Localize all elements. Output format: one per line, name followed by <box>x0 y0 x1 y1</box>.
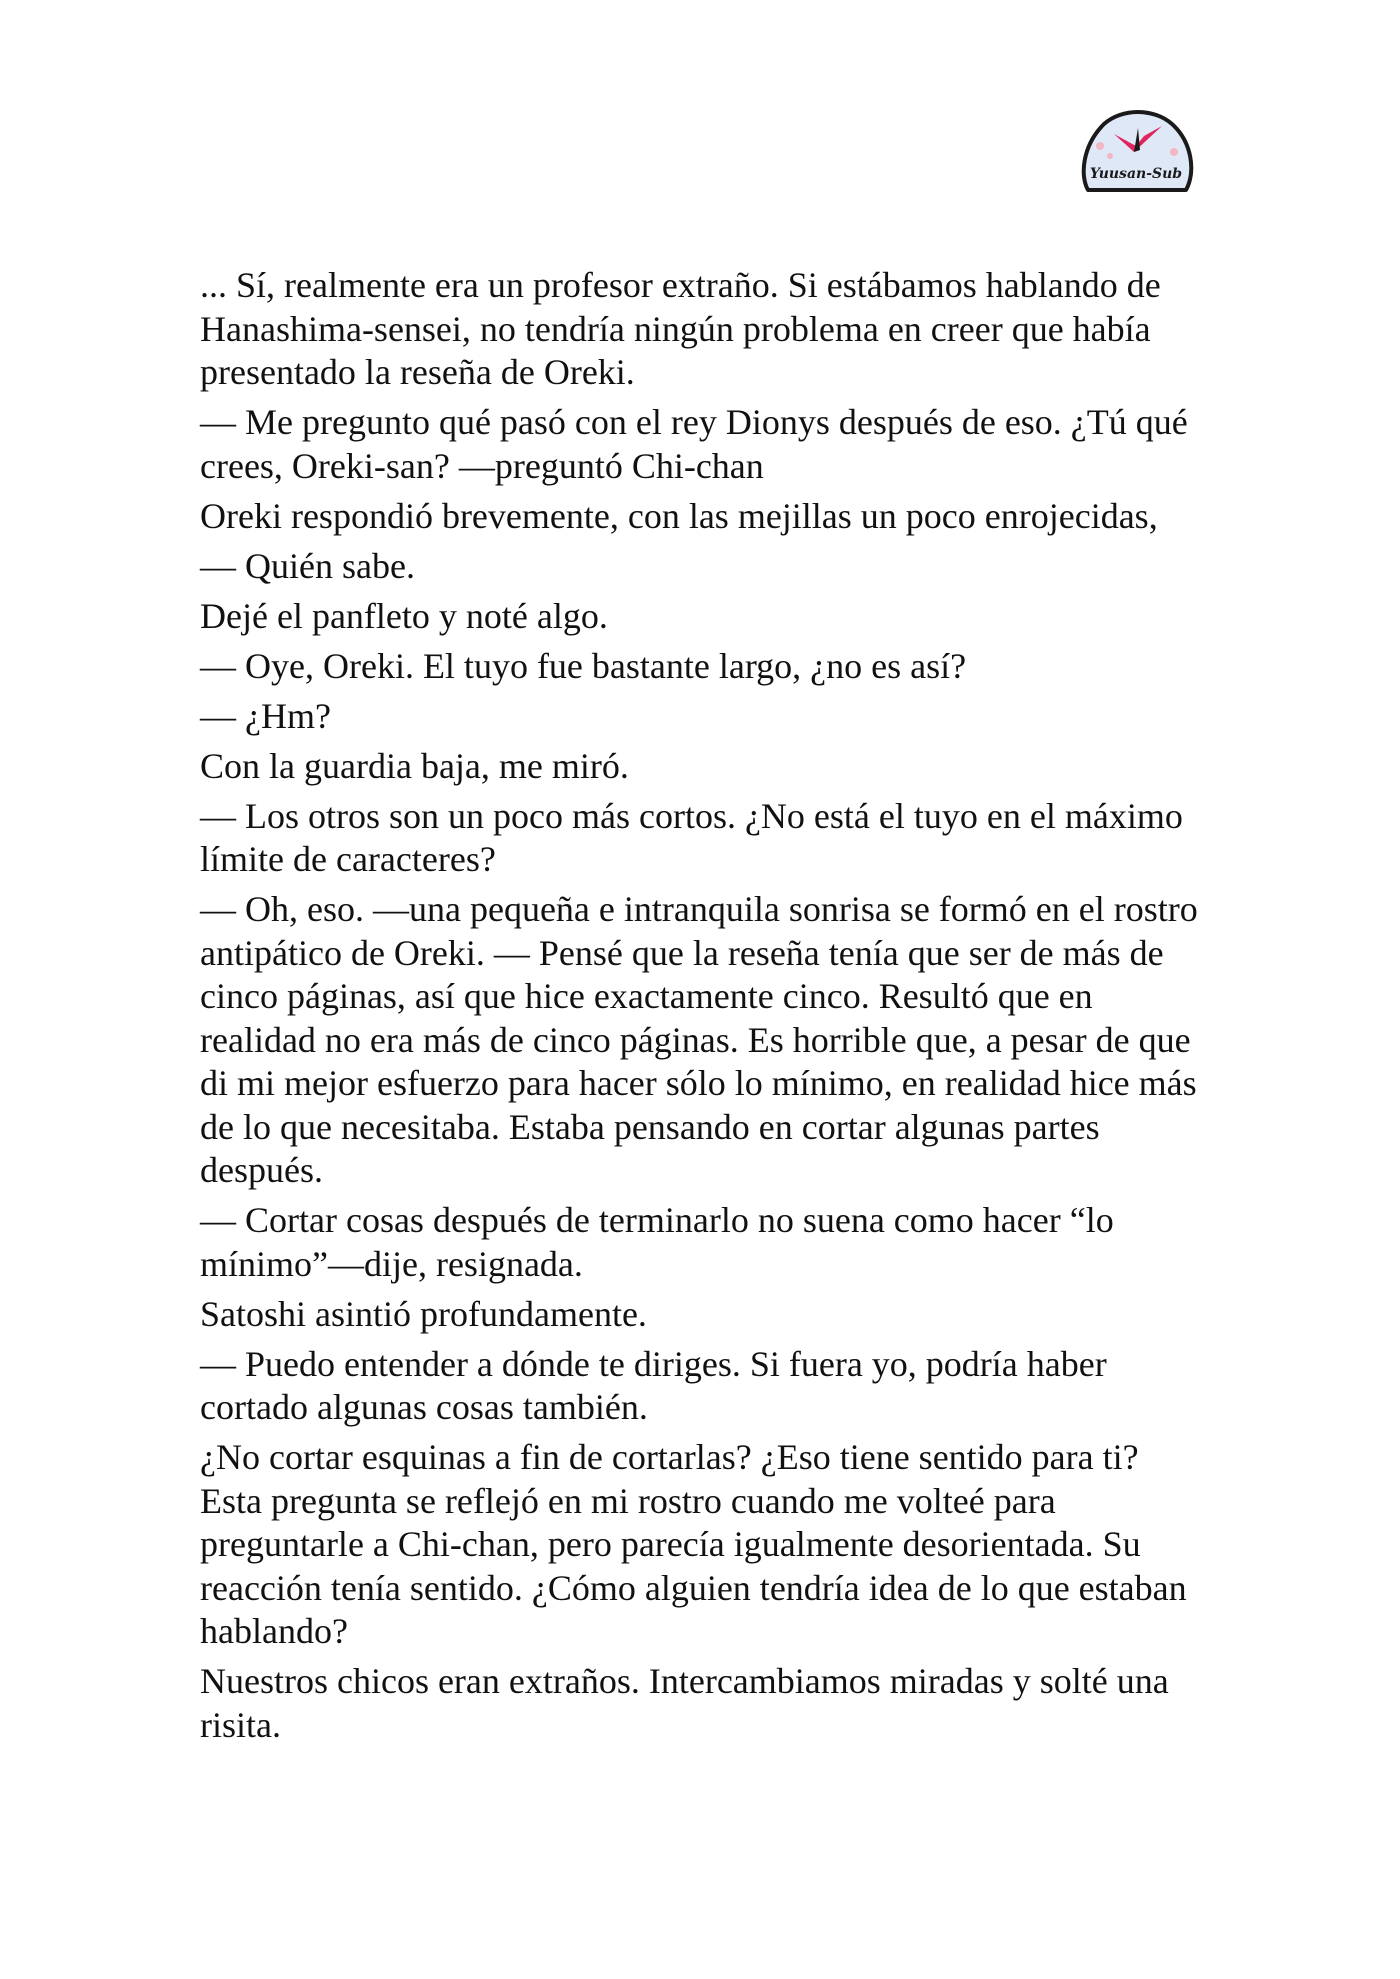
paragraph: — ¿Hm? <box>200 695 331 736</box>
paragraph: — Oh, eso. —una pequeña e intranquila sonrisa se formó en el rostro antipático de Oreki. — Pensé que la reseña tenía que ser de más de cinco páginas, así que hice exactamente cinco. Resultó que en realidad no era más de cinco páginas. Es horrible que, a pesar de que di mi mejor esfuerzo para hacer sólo lo mínimo, en realidad hice más de lo que necesitaba. Estaba pensando en cortar algunas partes después. <box>200 889 1198 1190</box>
paragraph: — Me pregunto qué pasó con el rey Dionys después de eso. ¿Tú qué crees, Oreki-san? —preguntó Chi-chan <box>200 402 1188 486</box>
paragraph: Oreki respondió brevemente, con las mejillas un poco enrojecidas, <box>200 495 1158 536</box>
blossom-icon <box>1107 153 1113 159</box>
paragraph: — Quién sabe. <box>200 545 415 586</box>
paragraph: ... Sí, realmente era un profesor extraño. Si estábamos hablando de Hanashima-sensei, no tendría ningún problema en creer que había presentado la reseña de Oreki. <box>200 265 1161 392</box>
paragraph: ¿No cortar esquinas a fin de cortarlas? ¿Eso tiene sentido para ti? Esta pregunta se reflejó en mi rostro cuando me volteé para preguntarle a Chi-chan, pero parecía igualmente desorientada. Su reacción tenía sentido. ¿Cómo alguien tendría idea de lo que estaban hablando? <box>200 1437 1187 1651</box>
paragraph: — Cortar cosas después de terminarlo no suena como hacer “lo mínimo”—dije, resignada. <box>200 1200 1114 1284</box>
paragraph: Nuestros chicos eran extraños. Intercambiamos miradas y solté una risita. <box>200 1661 1169 1745</box>
blossom-icon <box>1170 148 1178 156</box>
paragraph: Dejé el panfleto y noté algo. <box>200 595 608 636</box>
scanlation-logo <box>1078 106 1196 198</box>
paragraph: — Oye, Oreki. El tuyo fue bastante largo, ¿no es así? <box>200 645 967 686</box>
paragraph: Satoshi asintió profundamente. <box>200 1293 647 1334</box>
paragraph: — Puedo entender a dónde te diriges. Si fuera yo, podría haber cortado algunas cosas también. <box>200 1343 1107 1427</box>
blossom-icon <box>1096 142 1104 150</box>
logo-text: Yuusan-Sub <box>1089 166 1183 182</box>
paragraph: Con la guardia baja, me miró. <box>200 745 629 786</box>
paragraph: — Los otros son un poco más cortos. ¿No está el tuyo en el máximo límite de caracteres? <box>200 795 1183 879</box>
document-body <box>200 264 1200 1754</box>
